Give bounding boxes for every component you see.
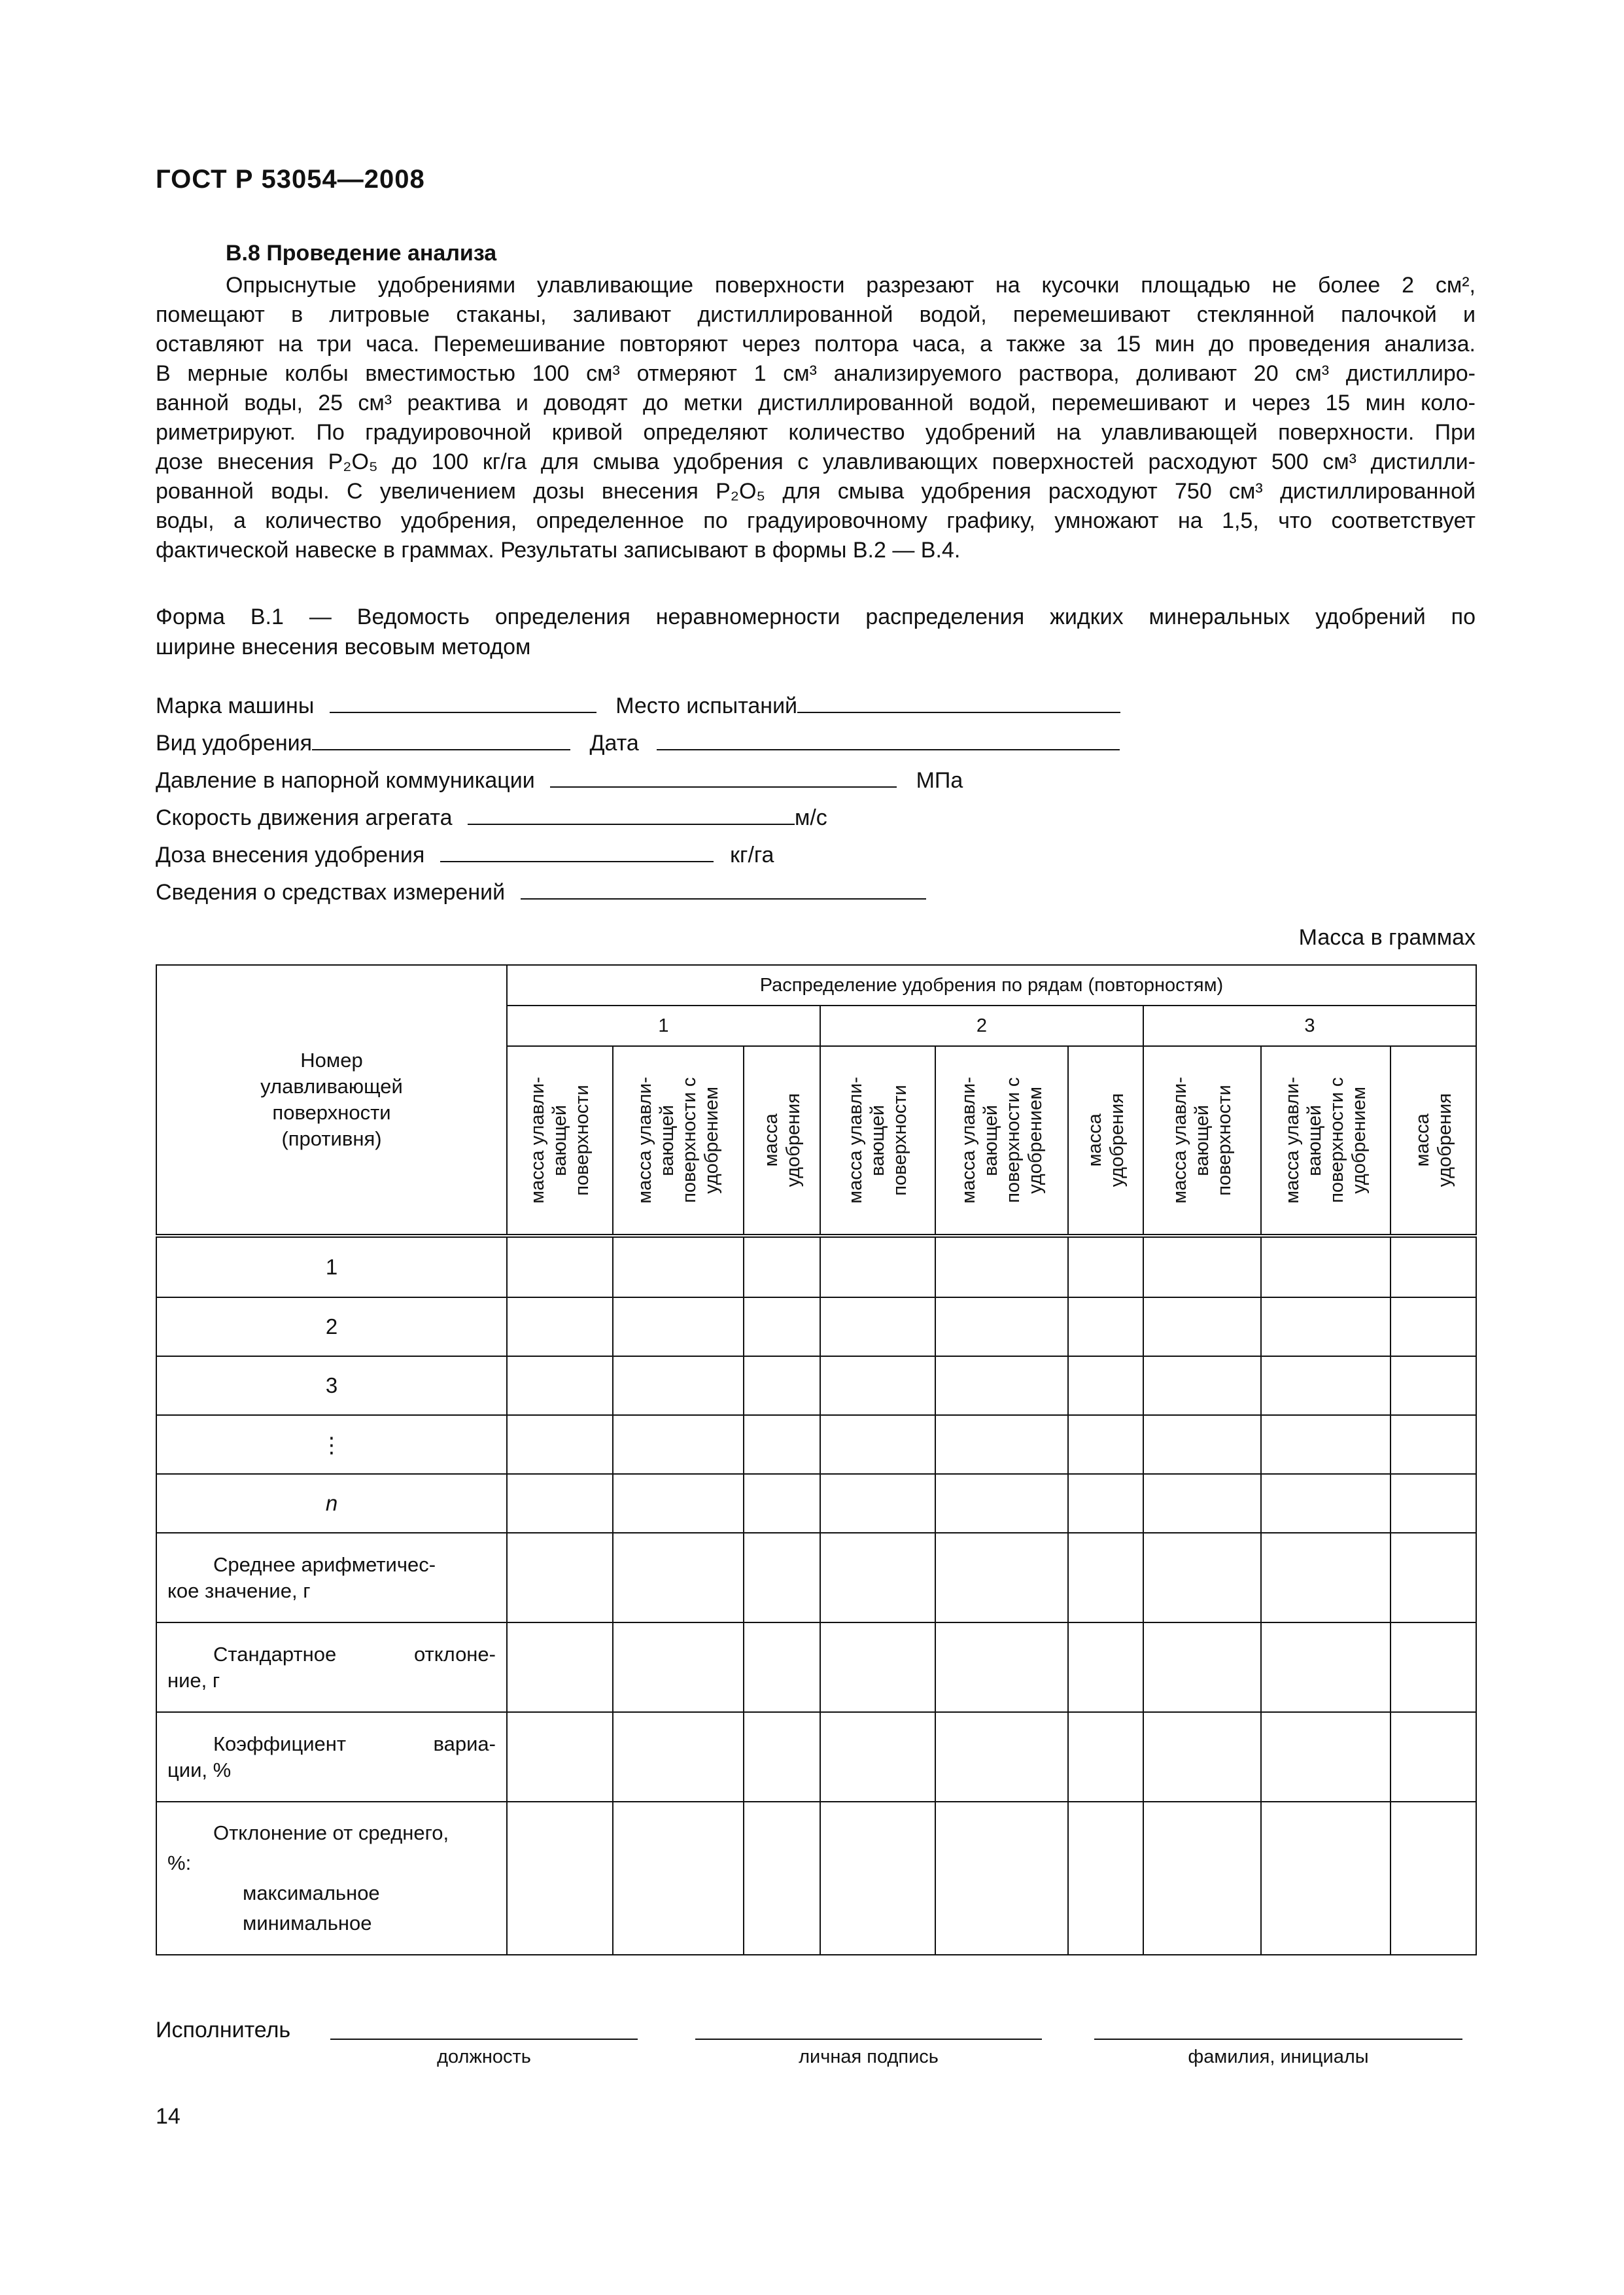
data-cell[interactable] (935, 1236, 1068, 1297)
sub-header-surface-with-fertilizer: масса улавли- вающей поверхности с удобрением (1282, 1077, 1370, 1204)
test-place-input[interactable] (797, 692, 1120, 713)
data-cell[interactable] (1068, 1356, 1143, 1415)
data-cell[interactable] (1143, 1356, 1261, 1415)
fertilizer-type-input[interactable] (312, 729, 570, 750)
data-cell[interactable] (1143, 1712, 1261, 1802)
sub-header-cell (1143, 1046, 1261, 1236)
sub-header-surface-with-fertilizer: масса улавли- вающей поверхности с удобрением (634, 1077, 722, 1204)
field-row-machine (156, 692, 1120, 719)
row-ellipsis: ⋮ (156, 1415, 507, 1474)
data-cell[interactable] (1143, 1236, 1261, 1297)
data-cell[interactable] (1068, 1236, 1143, 1297)
field-row-dose (156, 841, 774, 868)
data-cell[interactable] (1391, 1415, 1476, 1474)
stat-label-line: Отклонение от среднего, (213, 1821, 449, 1844)
sub-header-fertilizer: масса удобрения (1411, 1093, 1455, 1187)
stat-row-mean (156, 1533, 1476, 1622)
data-cell[interactable] (507, 1622, 613, 1712)
field-row-speed (156, 804, 827, 831)
data-cell[interactable] (613, 1415, 744, 1474)
data-cell[interactable] (1391, 1236, 1476, 1297)
data-cell[interactable] (1143, 1802, 1261, 1955)
sub-header-cell (1068, 1046, 1143, 1236)
stat-label-line: минимальное (243, 1912, 372, 1935)
pressure-input[interactable] (550, 767, 897, 788)
data-cell[interactable] (613, 1533, 744, 1622)
data-cell[interactable] (744, 1415, 820, 1474)
stat-row-std (156, 1622, 1476, 1712)
data-cell[interactable] (1143, 1415, 1261, 1474)
row-header-cell (156, 965, 507, 1236)
stat-label-line: %: (167, 1851, 192, 1874)
data-cell[interactable] (613, 1236, 744, 1297)
data-cell[interactable] (820, 1622, 935, 1712)
data-cell[interactable] (935, 1802, 1068, 1955)
data-cell[interactable] (1068, 1712, 1143, 1802)
sub-header-cell (820, 1046, 935, 1236)
data-cell[interactable] (613, 1297, 744, 1356)
row-number: 3 (156, 1356, 507, 1415)
section-title: В.8 Проведение анализа (226, 241, 497, 266)
data-cell[interactable] (1391, 1533, 1476, 1622)
table-row (156, 1236, 1476, 1297)
data-cell[interactable] (820, 1356, 935, 1415)
sub-header-surface-with-fertilizer: масса улавли- вающей поверхности с удобрением (958, 1077, 1046, 1204)
sub-header-surface: масса улавли- вающей поверхности (527, 1077, 593, 1204)
paragraph-line: Опрыснутые удобрениями улавливающие поверхности разрезают на кусочки площадью не более 2 см², (226, 273, 1476, 298)
data-cell[interactable] (935, 1474, 1068, 1533)
name-caption: фамилия, инициалы (1188, 2046, 1369, 2067)
dose-label: Доза внесения удобрения (156, 843, 425, 867)
stat-label-line: Коэффициент вариа- (213, 1732, 496, 1755)
stat-label (157, 1731, 506, 1783)
data-cell[interactable] (1261, 1356, 1391, 1415)
signature-line[interactable] (695, 2039, 1042, 2040)
form-title-line: ширине внесения весовым методом (156, 635, 531, 659)
signature-caption: личная подпись (799, 2046, 939, 2067)
data-cell[interactable] (507, 1474, 613, 1533)
position-caption: должность (437, 2046, 531, 2067)
date-input[interactable] (657, 729, 1120, 750)
data-cell[interactable] (820, 1712, 935, 1802)
data-cell[interactable] (1068, 1415, 1143, 1474)
speed-input[interactable] (468, 804, 795, 825)
data-cell[interactable] (1068, 1802, 1143, 1955)
data-cell[interactable] (1391, 1356, 1476, 1415)
sub-header-cell (1391, 1046, 1476, 1236)
row-number: 1 (156, 1236, 507, 1297)
table-row (156, 1474, 1476, 1533)
paragraph-line: дозе внесения P₂O₅ до 100 кг/га для смыва удобрения с улавливающих поверхностей расходуют 500 см³ дистилли- (156, 449, 1476, 474)
paragraph-line: рованной воды. С увеличением дозы внесения P₂O₅ для смыва удобрения расходуют 750 см³ дистиллированной (156, 479, 1476, 504)
data-cell[interactable] (507, 1415, 613, 1474)
sub-header-surface: масса улавли- вающей поверхности (845, 1077, 910, 1204)
paragraph-line: В мерные колбы вместимостью 100 см³ отмеряют 1 см³ анализируемого раствора, доливают 20 см³ дистиллиро- (156, 361, 1476, 386)
repeat-header: 1 (507, 1006, 820, 1046)
stat-label-cell (156, 1533, 507, 1622)
stat-label-cell (156, 1622, 507, 1712)
data-cell[interactable] (613, 1802, 744, 1955)
stat-label-line: ции, % (167, 1758, 232, 1781)
table-row (156, 1297, 1476, 1356)
stat-label-line: ние, г (167, 1668, 220, 1692)
speed-unit: м/с (794, 805, 827, 830)
form-title (156, 602, 1476, 662)
data-cell[interactable] (507, 1297, 613, 1356)
dose-input[interactable] (440, 841, 714, 862)
data-cell[interactable] (1391, 1297, 1476, 1356)
test-place-label: Место испытаний (615, 693, 798, 718)
data-cell[interactable] (1391, 1474, 1476, 1533)
fertilizer-type-label: Вид удобрения (156, 731, 313, 756)
sub-header-surface: масса улавли- вающей поверхности (1169, 1077, 1235, 1204)
units-note: Масса в граммах (1298, 925, 1476, 950)
data-cell[interactable] (613, 1356, 744, 1415)
data-cell[interactable] (1261, 1297, 1391, 1356)
position-line[interactable] (330, 2039, 638, 2040)
document-header: ГОСТ Р 53054—2008 (156, 165, 425, 194)
data-cell[interactable] (935, 1712, 1068, 1802)
paragraph-line: ванной воды, 25 см³ реактива и доводят до метки дистиллированной водой, перемешивают и через 15 мин коло- (156, 391, 1476, 415)
repeat-header: 2 (820, 1006, 1143, 1046)
data-cell[interactable] (820, 1415, 935, 1474)
data-cell[interactable] (744, 1297, 820, 1356)
instruments-input[interactable] (521, 879, 926, 900)
data-cell[interactable] (507, 1533, 613, 1622)
machine-brand-label: Марка машины (156, 693, 315, 718)
group-header-text: Распределение удобрения по рядам (повторностям) (759, 974, 1224, 996)
row-header-text: Номер улавливающей поверхности (противня) (260, 1049, 403, 1150)
data-cell[interactable] (1068, 1622, 1143, 1712)
data-cell[interactable] (820, 1474, 935, 1533)
data-cell[interactable] (1261, 1474, 1391, 1533)
table-row (156, 1415, 1476, 1474)
stat-label-line: максимальное (243, 1882, 380, 1904)
sub-header-fertilizer: масса удобрения (760, 1093, 804, 1187)
data-cell[interactable] (820, 1802, 935, 1955)
data-cell[interactable] (1261, 1712, 1391, 1802)
data-cell[interactable] (935, 1622, 1068, 1712)
pressure-unit: МПа (916, 768, 963, 793)
data-cell[interactable] (744, 1356, 820, 1415)
data-cell[interactable] (1261, 1533, 1391, 1622)
data-cell[interactable] (507, 1356, 613, 1415)
sub-header-cell (744, 1046, 820, 1236)
data-cell[interactable] (935, 1415, 1068, 1474)
data-cell[interactable] (744, 1474, 820, 1533)
row-number: 2 (156, 1297, 507, 1356)
results-table (156, 964, 1477, 1955)
data-cell[interactable] (1261, 1802, 1391, 1955)
data-cell[interactable] (1143, 1533, 1261, 1622)
stat-label (157, 1818, 506, 1938)
sub-header-cell (507, 1046, 613, 1236)
stat-label-cell (156, 1802, 507, 1955)
data-cell[interactable] (1143, 1622, 1261, 1712)
paragraph-line: риметрируют. По градуировочной кривой определяют количество удобрений на улавливающей поверхности. При (156, 420, 1476, 445)
field-row-pressure (156, 767, 963, 794)
stat-label-cell (156, 1712, 507, 1802)
stat-row-cv (156, 1712, 1476, 1802)
data-cell[interactable] (744, 1533, 820, 1622)
paragraph-line: фактической навеске в граммах. Результаты записывают в формы В.2 — В.4. (156, 538, 961, 563)
data-cell[interactable] (935, 1533, 1068, 1622)
table-row (156, 1356, 1476, 1415)
name-line[interactable] (1094, 2039, 1462, 2040)
data-cell[interactable] (1143, 1474, 1261, 1533)
data-cell[interactable] (1068, 1474, 1143, 1533)
data-cell[interactable] (613, 1712, 744, 1802)
section-paragraph (156, 271, 1476, 565)
sub-header-cell (613, 1046, 744, 1236)
data-cell[interactable] (1391, 1712, 1476, 1802)
data-cell[interactable] (1068, 1297, 1143, 1356)
repeat-header: 3 (1143, 1006, 1476, 1046)
executor-label: Исполнитель (156, 2018, 291, 2042)
form-title-line: Форма В.1 — Ведомость определения неравномерности распределения жидких минеральных удобрений по (156, 604, 1476, 629)
stat-label-line: Среднее арифметичес- (213, 1552, 436, 1576)
group-header-cell (507, 965, 1476, 1006)
data-cell[interactable] (820, 1533, 935, 1622)
data-cell[interactable] (1143, 1297, 1261, 1356)
data-cell[interactable] (935, 1297, 1068, 1356)
sub-header-fertilizer: масса удобрения (1084, 1093, 1128, 1187)
data-cell[interactable] (744, 1622, 820, 1712)
field-row-fertilizer (156, 729, 1120, 756)
data-cell[interactable] (1261, 1415, 1391, 1474)
data-cell[interactable] (1068, 1533, 1143, 1622)
paragraph-line: воды, а количество удобрения, определенное по градуировочному графику, умножают на 1,5, что соответствует (156, 508, 1476, 533)
data-cell[interactable] (1261, 1622, 1391, 1712)
data-cell[interactable] (613, 1622, 744, 1712)
row-number: n (156, 1474, 507, 1533)
stat-label (157, 1552, 506, 1604)
page-number: 14 (156, 2104, 181, 2129)
data-cell[interactable] (507, 1802, 613, 1955)
sub-header-cell (935, 1046, 1068, 1236)
stat-label (157, 1641, 506, 1694)
pressure-label: Давление в напорной коммуникации (156, 768, 535, 793)
data-cell[interactable] (1391, 1802, 1476, 1955)
stat-row-deviation (156, 1802, 1476, 1955)
dose-unit: кг/га (730, 843, 774, 867)
machine-brand-input[interactable] (330, 692, 596, 713)
data-cell[interactable] (507, 1712, 613, 1802)
data-cell[interactable] (820, 1297, 935, 1356)
data-cell[interactable] (1261, 1236, 1391, 1297)
sub-header-cell (1261, 1046, 1391, 1236)
paragraph-line: помещают в литровые стаканы, заливают дистиллированной водой, перемешивают стеклянной палочкой и (156, 302, 1476, 327)
data-cell[interactable] (1391, 1622, 1476, 1712)
field-row-instruments (156, 879, 926, 905)
instruments-label: Сведения о средствах измерений (156, 880, 506, 905)
data-cell[interactable] (507, 1236, 613, 1297)
date-label: Дата (589, 731, 639, 756)
data-cell[interactable] (935, 1356, 1068, 1415)
data-cell[interactable] (744, 1712, 820, 1802)
stat-label-line: кое значение, г (167, 1579, 311, 1602)
data-cell[interactable] (744, 1236, 820, 1297)
speed-label: Скорость движения агрегата (156, 805, 453, 830)
paragraph-line: оставляют на три часа. Перемешивание повторяют через полтора часа, а также за 15 мин до проведения анализа. (156, 332, 1476, 357)
data-cell[interactable] (613, 1474, 744, 1533)
data-cell[interactable] (744, 1802, 820, 1955)
stat-label-line: Стандартное отклоне- (213, 1642, 496, 1666)
data-cell[interactable] (820, 1236, 935, 1297)
